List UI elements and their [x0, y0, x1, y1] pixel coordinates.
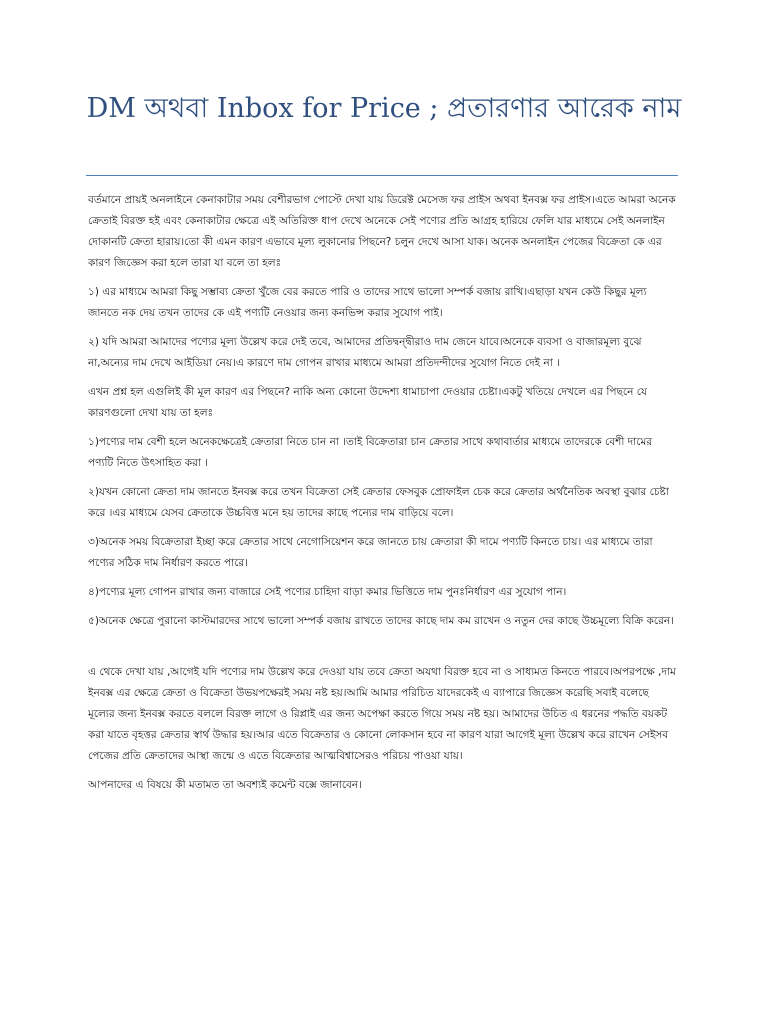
seller-reason-2: ২) যদি আমরা আমাদের পণ্যের মূল্য উল্লেখ করে দেই তবে, আমাদের প্রতিদ্বন্দ্বীরাও দাম জেনে যাবে।অনেকে ব্যবসা ও বাজারমূল্য বুঝে না,অন্যের দাম দেখে আইডিয়া নেয়।এ কারণে দাম গোপন রাখার মাধ্যমে আমরা প্রতিদন্দীদের সুযোগ নিতে দেই না । [88, 336, 642, 369]
real-reason-2: ২)যখন কোনো ক্রেতা দাম জানতে ইনবক্স করে তখন বিক্রেতা সেই ক্রেতার ফেসবুক প্রোফাইল চেক করে ক্রেতার অর্থনৈতিক অবস্থা বুঝার চেষ্টা করে ।এর মাধ্যমে যেসব ক্রেতাকে উচ্চবিত্ত মনে হয় তাদের কাছে পন্যের দাম বাড়িয়ে বলে। [88, 486, 669, 519]
document-title: DM অথবা Inbox for Price ; প্রতারণার আরেক নাম [86, 93, 682, 124]
conclusion-paragraph: এ থেকে দেখা যায় ,আগেই যদি পণ্যের দাম উল্লেখ করে দেওয়া যায় তবে ক্রেতা অযথা বিরক্ত হবে না ও সাধ্যমত কিনতে পারবে।অপরপক্ষে ,দাম ইনবক্স এর ক্ষেত্রে ক্রেতা ও বিক্রেতা উভয়পক্ষেরই সময় নষ্ট হয়।আমি আমার পরিচিত যাদেরকেই এ ব্যাপারে জিজ্ঞেস করেছি সবাই বলেছে মূল্যের জন্য ইনবক্স করতে বললে বিরক্ত লাগে ও রিপ্লাই এর জন্য অপেক্ষা করতে গিয়ে সময় নষ্ট হয়। আমাদের উচিত এ ধরনের পদ্ধতি বয়কট করা যাতে বৃহত্তর ক্রেতার স্বার্থ উদ্ধার হয়।আর এতে বিক্রেতার ও কোনো লোকসান হবে না কারণ যারা আগেই মূল্য উল্লেখ করে রাখেন সেইসব পেজের প্রতি ক্রেতাদের আস্থা জন্মে ও এতে বিক্রেতার আত্মবিশ্বাসেরও পরিচয় পাওয়া যায়। [88, 666, 676, 762]
document-body [88, 190, 678, 804]
closing-paragraph: আপনাদের এ বিষয়ে কী মতামত তা অবশ্যই কমেন্ট বক্সে জানাবেন। [88, 779, 362, 791]
real-reason-1: ১)পণ্যের দাম বেশী হলে অনেকক্ষেত্রেই ক্রেতারা নিতে চান না ।তাই বিক্রেতারা চান ক্রেতার সাথে কথাবার্তার মাধ্যমে তাদেরকে বেশী দামের পণ্যটি নিতে উৎসাহিত করা । [88, 436, 653, 469]
real-reason-5: ৫)অনেক ক্ষেত্রে পুরানো কাস্টমারদের সাথে ভালো সম্পর্ক বজায় রাখতে তাদের কাছে দাম কম রাখেন ও নতুন দের কাছে উচ্চমূল্যে বিক্রি করেন। [88, 615, 674, 627]
real-reason-3: ৩)অনেক সময় বিক্রেতারা ইচ্ছা করে ক্রেতার সাথে নেগোসিয়েশন করে জানতে চায় ক্রেতারা কী দামে পণ্যটি কিনতে চায়। এর মাধ্যমে তারা পণ্যের সঠিক দাম নির্ধারণ করতে পারে। [88, 536, 653, 569]
real-reason-4: ৪)পণ্যের মূল্য গোপন রাখার জন্য বাজারে সেই পণ্যের চাহিদা বাড়া কমার ভিত্তিতে দাম পুনঃনির্ধারণ এর সুযোগ পান। [88, 586, 567, 598]
question-paragraph: এখন প্রশ্ন হল এগুলিই কী মূল কারণ এর পিছনে? নাকি অন্য কোনো উদ্দেশ্য ধামাচাপা দেওয়ার চেষ্টা।একটু খতিয়ে দেখলে এর পিছনে যে কারণগুলো দেখা যায় তা হলঃ [88, 386, 648, 419]
intro-paragraph: বর্তমানে প্রায়ই অনলাইনে কেনাকাটার সময় বেশীরভাগ পোস্টে দেখা যায় ডিরেক্ট মেসেজ ফর প্রাইস অথবা ইনবক্স ফর প্রাইস।এতে আমরা অনেক ক্রেতাই বিরক্ত হই এবং কেনাকাটার ক্ষেত্রে এই অতিরিক্ত ধাপ দেখে অনেকে সেই পণ্যের প্রতি আগ্রহ হারিয়ে ফেলি যার মাধ্যমে সেই অনলাইন দোকানটি ক্রেতা হারায়।তো কী এমন কারণ এভাবে মূল্য লুকানোর পিছনে? চলুন দেখে আসা যাক। অনেক অনলাইন পেজের বিক্রেতা কে এর কারণ জিজ্ঞেস করা হলে তারা যা বলে তা হলঃ [88, 194, 676, 269]
title-divider [86, 175, 678, 176]
seller-reason-1: ১) এর মাধ্যমে আমরা কিছু সম্ভাব্য ক্রেতা খুঁজে বের করতে পারি ও তাদের সাথে ভালো সম্পর্ক বজায় রাখি।এছাড়া যখন কেউ কিছুর মূল্য জানতে নক দেয় তখন তাদের কে এই পণ্যটি নেওয়ার জন্য কনভিন্স করার সুযোগ পাই। [88, 286, 647, 319]
